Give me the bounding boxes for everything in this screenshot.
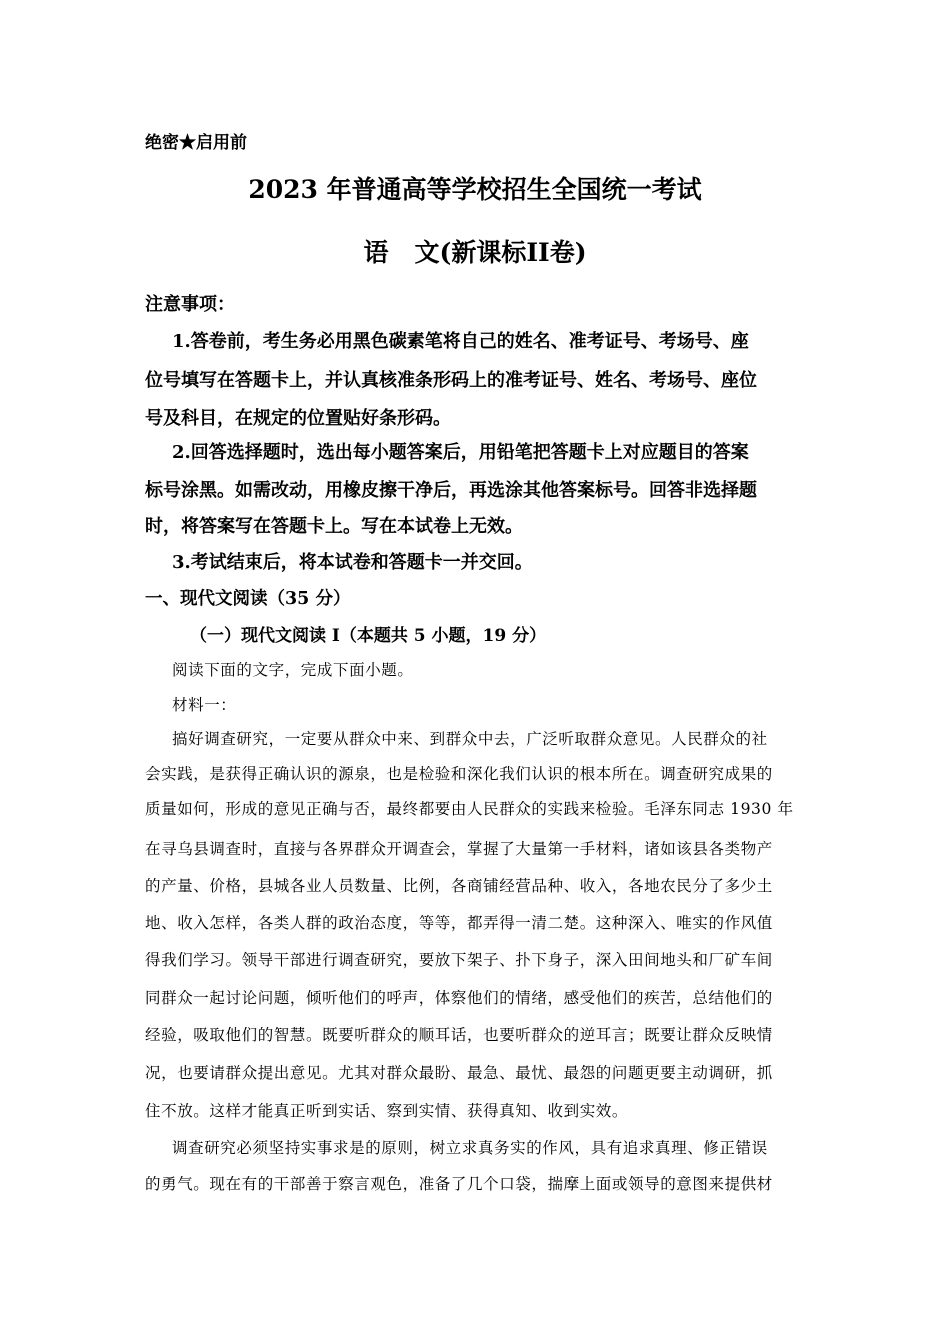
passage-line: 地、收入怎样，各类人群的政治态度，等等，都弄得一清二楚。这种深入、唯实的作风值 bbox=[145, 914, 773, 932]
instruction-text: 阅读下面的文字，完成下面小题。 bbox=[172, 661, 414, 679]
secret-label: 绝密★启用前 bbox=[145, 133, 247, 153]
passage-line: 同群众一起讨论问题，倾听他们的呼声，体察他们的情绪，感受他们的疾苦，总结他们的 bbox=[145, 989, 773, 1007]
subject-title bbox=[0, 233, 950, 269]
passage-line: 住不放。这样才能真正听到实话、察到实情、获得真知、收到实效。 bbox=[145, 1102, 629, 1120]
passage-line: 况，也要请群众提出意见。尤其对群众最盼、最急、最忧、最怨的问题更要主动调研，抓 bbox=[145, 1064, 773, 1082]
subject-title-rest: 文(新课标II卷) bbox=[414, 238, 587, 267]
passage-line: 经验，吸取他们的智慧。既要听群众的顺耳话，也要听群众的逆耳言；既要让群众反映情 bbox=[145, 1026, 773, 1044]
passage-line: 的勇气。现在有的干部善于察言观色，准备了几个口袋，揣摩上面或领导的意图来提供材 bbox=[145, 1175, 773, 1193]
passage-line: 搞好调查研究，一定要从群众中来、到群众中去，广泛听取群众意见。人民群众的社 bbox=[172, 730, 768, 748]
exam-title: 2023 年普通高等学校招生全国统一考试 bbox=[248, 175, 702, 204]
passage-line: 得我们学习。领导干部进行调查研究，要放下架子、扑下身子，深入田间地头和厂矿车间 bbox=[145, 951, 773, 969]
passage-line: 在寻乌县调查时，直接与各界群众开调查会，掌握了大量第一手材料，诸如该县各类物产 bbox=[145, 840, 773, 858]
notice-line: 2.回答选择题时，选出每小题答案后，用铅笔把答题卡上对应题目的答案 bbox=[172, 442, 749, 463]
notice-line: 3.考试结束后，将本试卷和答题卡一并交回。 bbox=[172, 552, 533, 573]
notice-line: 时，将答案写在答题卡上。写在本试卷上无效。 bbox=[145, 516, 523, 537]
notice-line: 位号填写在答题卡上，并认真核准条形码上的准考证号、姓名、考场号、座位 bbox=[145, 370, 757, 391]
notice-line: 标号涂黑。如需改动，用橡皮擦干净后，再选涂其他答案标号。回答非选择题 bbox=[145, 480, 757, 501]
notice-line: 1.答卷前，考生务必用黑色碳素笔将自己的姓名、准考证号、考场号、座 bbox=[172, 331, 749, 352]
passage-line: 质量如何，形成的意见正确与否，最终都要由人民群众的实践来检验。毛泽东同志 1930 年 bbox=[145, 800, 794, 818]
section-heading: 一、现代文阅读（35 分） bbox=[145, 589, 351, 609]
notice-heading: 注意事项： bbox=[145, 294, 235, 315]
material-label: 材料一： bbox=[172, 696, 237, 714]
passage-line: 的产量、价格，县城各业人员数量、比例，各商铺经营品种、收入，各地农民分了多少土 bbox=[145, 877, 773, 895]
passage-line: 调查研究必须坚持实事求是的原则，树立求真务实的作风，具有追求真理、修正错误 bbox=[172, 1139, 768, 1157]
passage-line: 会实践，是获得正确认识的源泉，也是检验和深化我们认识的根本所在。调查研究成果的 bbox=[145, 765, 773, 783]
subject-title-char: 语 bbox=[363, 238, 389, 267]
notice-line: 号及科目，在规定的位置贴好条形码。 bbox=[145, 408, 451, 429]
subsection-heading: （一）现代文阅读 I（本题共 5 小题，19 分） bbox=[190, 626, 547, 646]
